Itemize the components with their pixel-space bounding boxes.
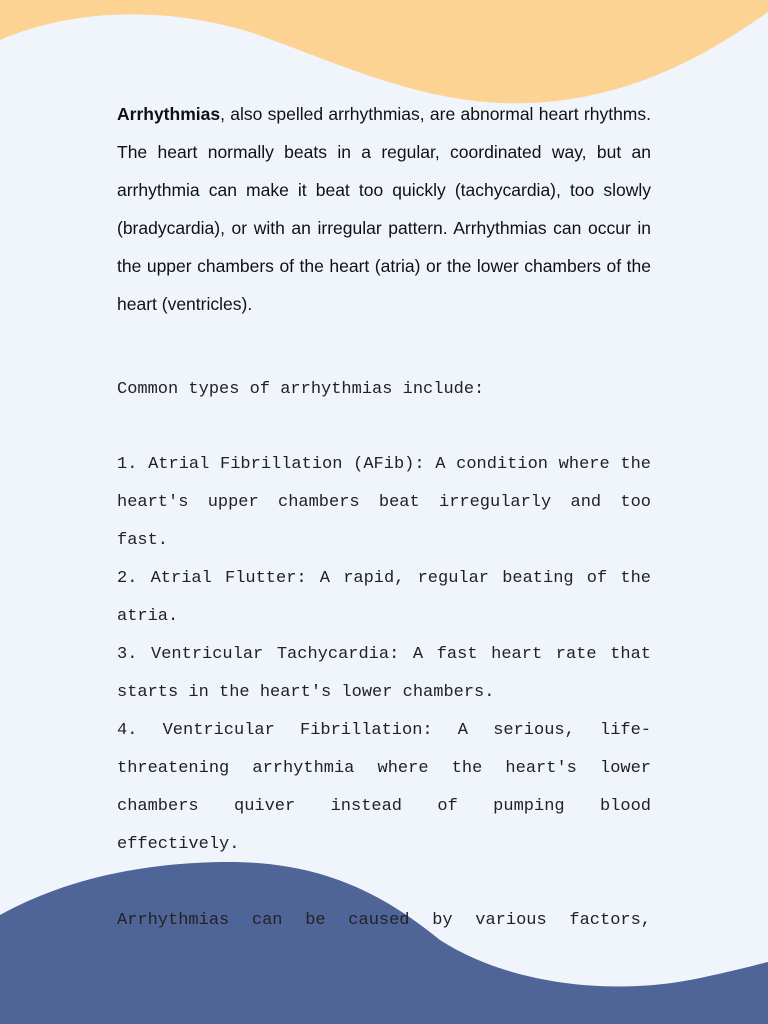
intro-paragraph [117, 95, 651, 323]
intro-text: , also spelled arrhythmias, are abnormal heart rhythms. The heart normally beats in a regular, coordinated way, but an arrhythmia can make it beat too quickly (tachycardia), too slowly (bradycardia), or with an irregular pattern. Arrhythmias can occur in the upper chambers of the heart (atria) or the lower chambers of the heart (ventricles). [117, 104, 651, 314]
closing-paragraph: Arrhythmias can be caused by various factors, [117, 911, 651, 930]
list-item: 2. Atrial Flutter: A rapid, regular beating of the atria. [117, 569, 651, 626]
list-item: 4. Ventricular Fibrillation: A serious, life-threatening arrhythmia where the heart's lower chambers quiver instead of pumping blood effectively. [117, 721, 651, 854]
list-item: 1. Atrial Fibrillation (AFib): A condition where the heart's upper chambers beat irregularly and too fast. [117, 455, 651, 550]
article-body [117, 95, 651, 940]
list-item: 3. Ventricular Tachycardia: A fast heart rate that starts in the heart's lower chambers. [117, 645, 651, 702]
types-lead: Common types of arrhythmias include: [117, 380, 485, 399]
arrhythmia-types-list [117, 446, 651, 864]
top-wave-shape [0, 0, 768, 103]
intro-term: Arrhythmias [117, 104, 221, 124]
